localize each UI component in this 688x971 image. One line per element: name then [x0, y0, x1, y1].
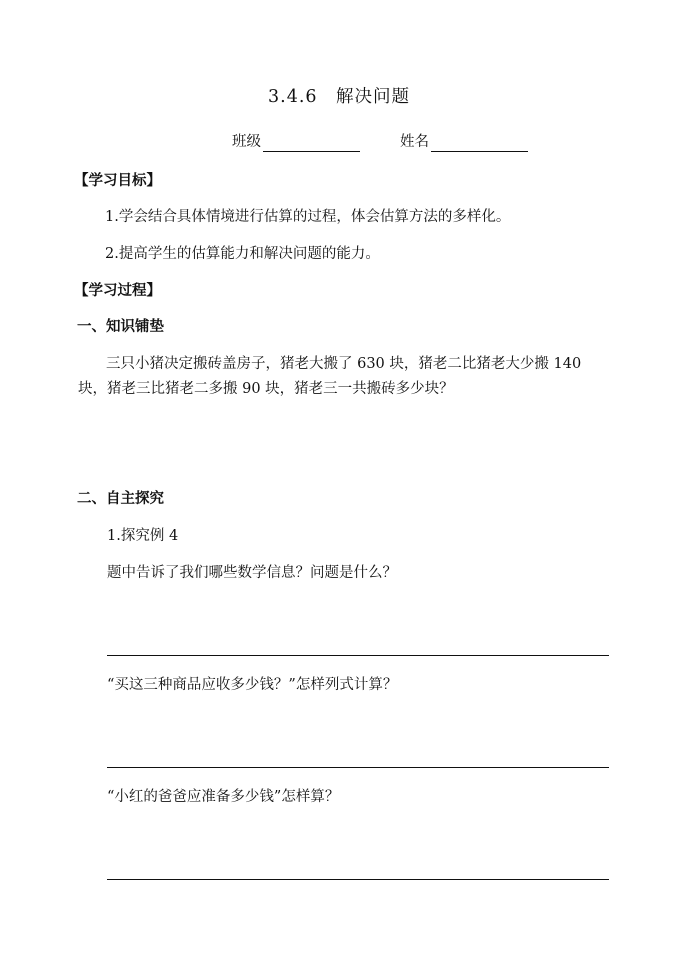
process-heading: 【学习过程】 — [74, 283, 161, 299]
example-heading: 1.探究例 4 — [107, 528, 179, 544]
problem-text-line2: 块，猪老三比猪老二多搬 90 块，猪老三一共搬砖多少块？ — [78, 381, 454, 397]
class-blank-line[interactable] — [263, 151, 360, 152]
name-label: 姓名 — [400, 134, 429, 150]
question-2: “买这三种商品应收多少钱？”怎样列式计算？ — [107, 677, 398, 693]
page-title: 3.4.6 解决问题 — [268, 87, 411, 107]
answer-line-1[interactable] — [107, 655, 609, 656]
answer-line-3[interactable] — [107, 879, 609, 880]
name-blank-line[interactable] — [431, 151, 528, 152]
section2-heading: 二、自主探究 — [77, 491, 164, 507]
goal-item-1: 1.学会结合具体情境进行估算的过程，体会估算方法的多样化。 — [105, 209, 511, 225]
answer-line-2[interactable] — [107, 767, 609, 768]
goal-item-2: 2.提高学生的估算能力和解决问题的能力。 — [105, 246, 380, 262]
section1-heading: 一、知识铺垫 — [77, 319, 164, 335]
goals-heading: 【学习目标】 — [74, 173, 161, 189]
question-3: “小红的爸爸应准备多少钱”怎样算？ — [107, 789, 340, 805]
class-label: 班级 — [232, 134, 261, 150]
problem-text-line1: 三只小猪决定搬砖盖房子，猪老大搬了 630 块，猪老二比猪老大少搬 140 — [106, 356, 582, 372]
question-1: 题中告诉了我们哪些数学信息？问题是什么？ — [107, 565, 397, 581]
